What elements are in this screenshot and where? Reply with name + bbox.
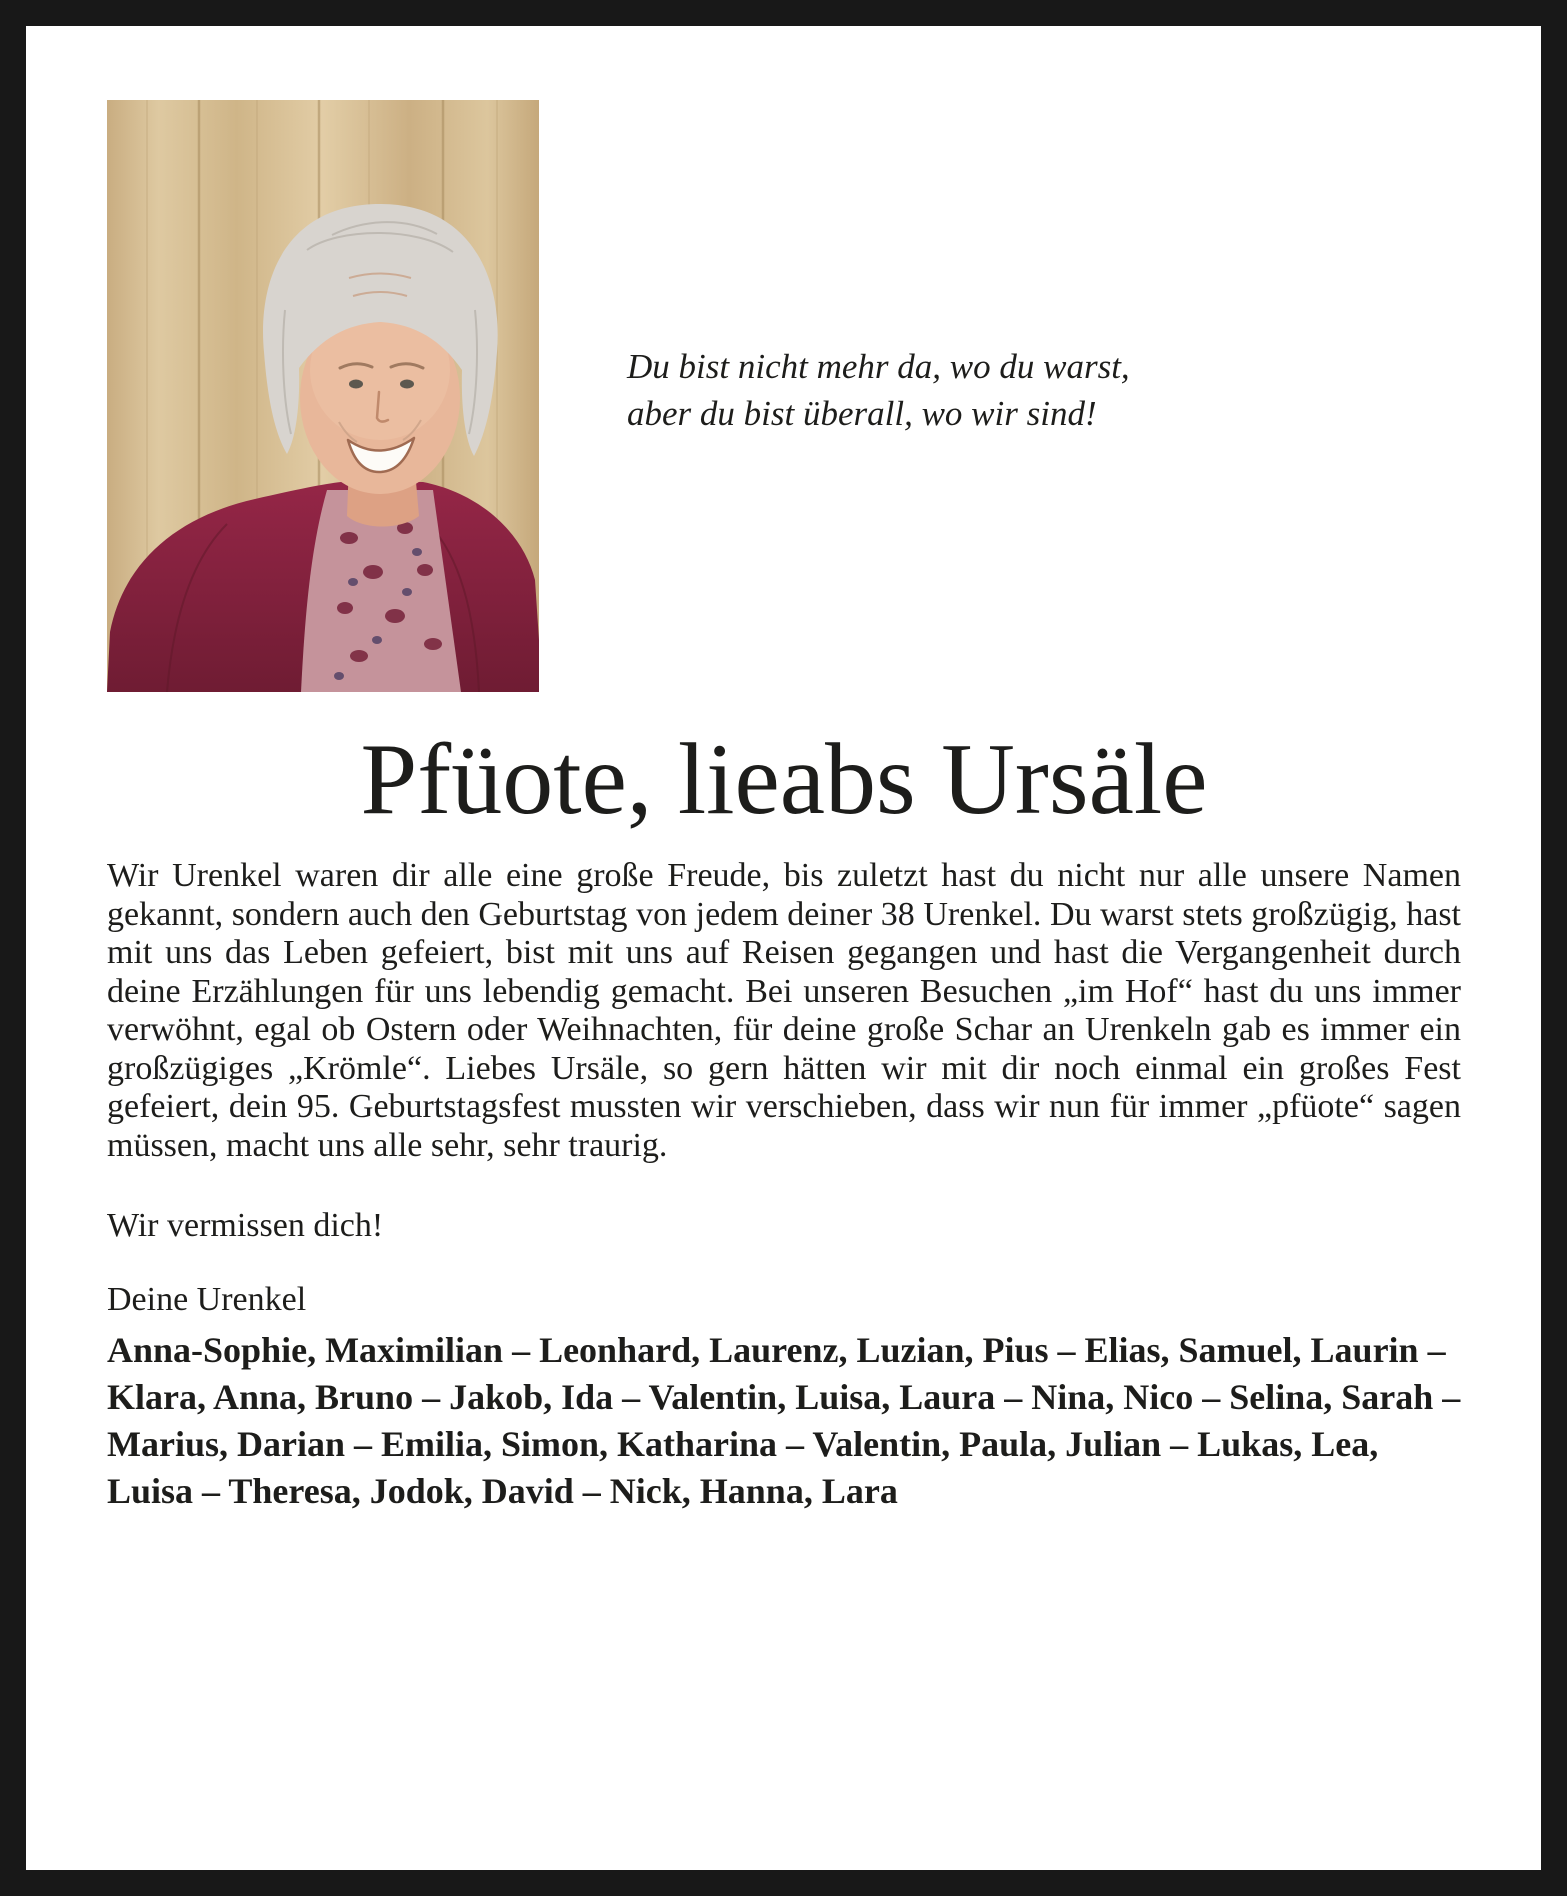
portrait-photo <box>107 100 539 692</box>
portrait-photo-graphic <box>107 100 539 692</box>
memorial-quote <box>627 100 1130 438</box>
great-grandchildren-names: Anna-Sophie, Maximilian – Leonhard, Laurenz, Luzian, Pius – Elias, Samuel, Laurin – Klara, Anna, Bruno – Jakob, Ida – Valentin, Luisa, Laura – Nina, Nico – Selina, Sarah – Marius, Darian – Emilia, Simon, Katharina – Valentin, Paula, Julian – Lukas, Lea, Luisa – Theresa, Jodok, David – Nick, Hanna, Lara <box>107 1330 1461 1512</box>
page-title: Pfüote, lieabs Ursäle <box>360 723 1208 836</box>
quote-line-1: Du bist nicht mehr da, wo du warst, <box>627 347 1130 386</box>
obituary-page <box>26 26 1541 1870</box>
quote-line-2: aber du bist überall, wo wir sind! <box>627 393 1097 433</box>
top-row <box>107 100 1461 692</box>
signoff-line: Deine Urenkel <box>107 1281 307 1319</box>
obituary-body-text: Wir Urenkel waren dir alle eine große Freude, bis zuletzt hast du nicht nur alle unsere Namen gekannt, sondern auch den Geburtstag von jedem deiner 38 Urenkel. Du warst stets großzügig, hast mit uns das Leben gefeiert, bist mit uns auf Reisen gegangen und hast die Vergangenheit durch deine Erzählungen für uns lebendig gemacht. Bei unseren Besuchen „im Hof“ hast du uns immer verwöhnt, egal ob Ostern oder Weihnachten, für deine große Schar an Urenkeln gab es immer ein großzügiges „Krömle“. Liebes Ursäle, so gern hätten wir mit dir noch einmal ein großes Fest gefeiert, dein 95. Geburtstagsfest mussten wir verschieben, dass wir nun für immer „pfüote“ sagen müssen, macht uns alle sehr, sehr traurig. <box>107 857 1461 1164</box>
missing-line: Wir vermissen dich! <box>107 1207 384 1245</box>
